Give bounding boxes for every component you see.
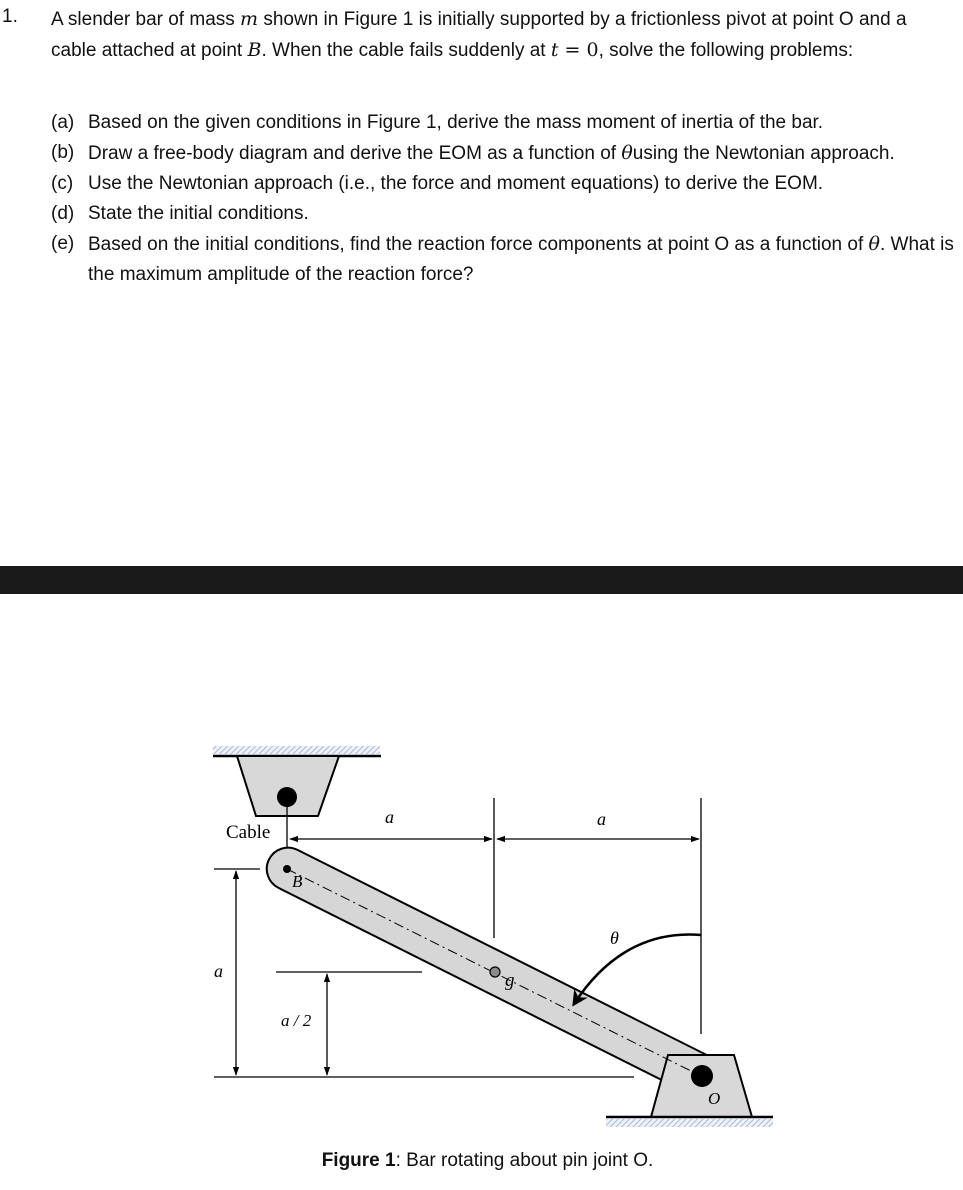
sub-problem-text: Based on the given conditions in Figure 1, derive the mass moment of inertia of the bar. [88, 112, 824, 133]
sub-problem-a [51, 108, 956, 138]
time-symbol: t [550, 39, 559, 61]
intro-text-2: shown in Figure 1 is initially supported by a frictionless pivot at point O and a cable attached at point [51, 9, 907, 61]
sub-problem-text: . What is the maximum amplitude of the reaction force? [88, 234, 954, 285]
mass-symbol: m [240, 8, 259, 30]
figure-1 [0, 594, 963, 1190]
figure-drawing [0, 594, 963, 1190]
equals-sign: = [558, 39, 587, 61]
dimension-a-vertical-label: a [214, 961, 223, 981]
sub-problem-tag: (a) [51, 112, 75, 133]
figure-caption [0, 1150, 963, 1172]
sub-problem-tag: (c) [51, 173, 74, 194]
sub-problem-c [51, 169, 956, 199]
intro-text-3: . When the cable fails suddenly at [261, 40, 551, 61]
theta-arc-arrow [574, 935, 701, 1004]
sub-problem-tag: (b) [51, 142, 75, 163]
sub-problem-text: Use the Newtonian approach (i.e., the force and moment equations) to derive the EOM. [88, 173, 824, 194]
theta-symbol: θ [868, 233, 880, 255]
dimension-half-a-label: a / 2 [281, 1011, 312, 1030]
top-pin [277, 787, 297, 807]
point-b-symbol: B [247, 39, 262, 61]
problem-statement [51, 4, 951, 66]
theta-label: θ [610, 928, 619, 948]
zero-value: 0 [586, 39, 599, 61]
caption-figure-number: Figure 1 [321, 1150, 396, 1171]
theta-symbol: θ [621, 142, 633, 164]
sub-problem-d [51, 199, 956, 229]
sub-problem-text: Draw a free-body diagram and derive the EOM as a function of [88, 143, 622, 164]
sub-problem-text: using the Newtonian approach. [632, 143, 895, 164]
center-of-mass-dot [490, 967, 500, 977]
divider-band [0, 566, 963, 594]
pivot-o-label: O [708, 1089, 721, 1108]
caption-text: : Bar rotating about pin joint O. [395, 1150, 654, 1171]
sub-problem-text: Based on the initial conditions, find the reaction force components at point O as a function of [88, 234, 869, 255]
point-b-dot [283, 865, 291, 873]
sub-problem-b [51, 138, 956, 169]
intro-text-1: A slender bar of mass [51, 9, 241, 30]
sub-problem-list [51, 108, 956, 290]
pivot-o-pin [691, 1065, 713, 1087]
center-of-mass-label: g [505, 970, 515, 991]
sub-problem-tag: (d) [51, 203, 75, 224]
dimension-a-left-label: a [385, 807, 394, 827]
problem-number: 1. [2, 6, 18, 27]
point-b-label: B [292, 872, 303, 891]
sub-problem-text: State the initial conditions. [88, 203, 309, 224]
cable-label: Cable [226, 822, 271, 843]
ceiling-hatch [213, 746, 380, 754]
sub-problem-e [51, 229, 956, 290]
intro-text-4: , solve the following problems: [598, 40, 854, 61]
dimension-a-right-label: a [597, 809, 606, 829]
sub-problem-tag: (e) [51, 233, 75, 254]
top-support-block [237, 756, 339, 816]
ground-hatch [606, 1119, 773, 1127]
